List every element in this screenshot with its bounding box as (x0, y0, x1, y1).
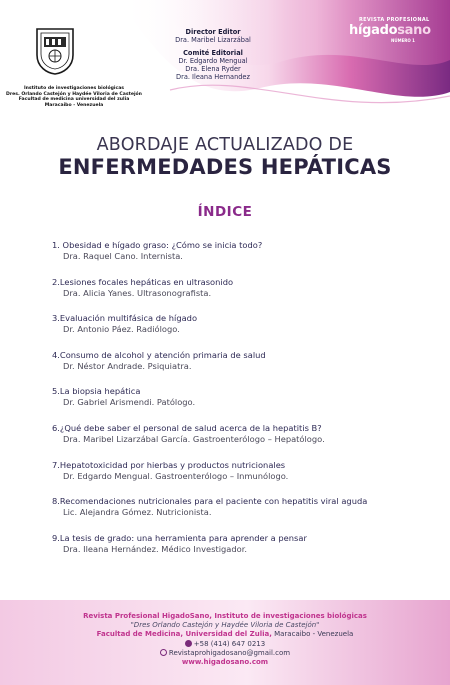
list-item (52, 533, 442, 570)
footer-dedication: "Dres Orlando Castejón y Haydée Viloria de Castejón" (130, 621, 320, 630)
list-item (52, 386, 442, 423)
director-name: Dra. Maribel Lizarzábal (175, 36, 251, 44)
institute-seal-logo (33, 27, 77, 75)
article-title: 2.Lesiones focales hepáticas en ultrasonido (52, 276, 234, 287)
institute-name: Instituto de investigaciones biológicas (23, 86, 125, 91)
footer-journal: Revista Profesional HigadoSano, Instituto de investigaciones biológicas (83, 612, 367, 620)
whatsapp-icon (185, 640, 192, 647)
list-item (52, 240, 442, 277)
article-author: Dr. Edgardo Mengual. Gastroenterólogo – Inmunólogo. (63, 470, 289, 481)
email-address: Revistaprohigadosano@gmail.com (168, 648, 291, 657)
article-author: Dr. Néstor Andrade. Psiquiatra. (63, 360, 192, 371)
article-title: 8.Recomendaciones nutricionales para el paciente con hepatitis viral aguda (52, 496, 368, 507)
article-author: Dra. Alicia Yanes. Ultrasonografista. (63, 287, 212, 298)
brand-name-b: sano (397, 23, 431, 38)
list-item (52, 350, 442, 387)
list-item (52, 496, 442, 533)
article-title: 7.Hepatotoxicidad por hierbas y productos nutricionales (52, 459, 286, 470)
list-item (52, 460, 442, 497)
footer-faculty-bold: Facultad de Medicina, Universidad del Zulia, (96, 630, 272, 639)
article-author: Dra. Maribel Lizarzábal García. Gastroenterólogo – Hepatólogo. (63, 433, 325, 444)
phone-number: +58 (414) 647 0213 (193, 639, 266, 648)
article-title: 9.La tesis de grado: una herramienta para aprender a pensar (52, 532, 307, 543)
list-item (52, 423, 442, 460)
institute-info (4, 86, 144, 108)
footer-website[interactable]: www.higadosano.com (181, 658, 269, 667)
brand-name (349, 24, 441, 37)
article-title: 6.¿Qué debe saber el personal de salud acerca de la hepatitis B? (52, 422, 322, 433)
committee-member: Dr. Edgardo Mengual (178, 57, 248, 65)
list-item (52, 277, 442, 314)
journal-brand-logo (349, 17, 441, 43)
footer (0, 612, 450, 667)
committee-member: Dra. Ileana Hernandez (176, 73, 250, 81)
article-author: Dr. Antonio Páez. Radiólogo. (63, 324, 180, 335)
article-author: Lic. Alejandra Gómez. Nutricionista. (63, 507, 212, 518)
article-author: Dr. Gabriel Arismendi. Patólogo. (63, 397, 196, 408)
article-author: Dra. Ileana Hernández. Médico Investigador. (63, 543, 247, 554)
institute-city: Maracaibo - Venezuela (44, 102, 104, 108)
article-title: 1. Obesidad e hígado graso: ¿Cómo se inicia todo? (52, 240, 263, 250)
email-icon (160, 649, 167, 656)
article-title: 4.Consumo de alcohol y atención primaria de salud (52, 349, 266, 360)
issue-number: NÚMERO 1 (391, 38, 415, 43)
committee-member: Dra. Elena Ryder (185, 65, 241, 73)
institute-faculty: Facultad de medicina universidad del zulia (18, 97, 130, 103)
footer-phone (0, 640, 450, 649)
title-line-1: ABORDAJE ACTUALIZADO DE (96, 135, 354, 155)
editorial-board (158, 28, 268, 81)
article-author: Dra. Raquel Cano. Internista. (63, 251, 183, 261)
list-item (52, 313, 442, 350)
article-title: 5.La biopsia hepática (52, 386, 141, 397)
committee-role: Comité Editorial (183, 49, 243, 57)
footer-faculty (0, 630, 450, 639)
title-line-2: ENFERMEDADES HEPÁTICAS (58, 155, 392, 179)
institute-dedication: Dres. Orlando Castejón y Haydée Viloria de Castejón (6, 91, 142, 97)
index-heading: ÍNDICE (197, 204, 253, 220)
footer-email (0, 649, 450, 658)
footer-city: Maracaibo - Venezuela (271, 630, 354, 639)
brand-tagline: REVISTA PROFESIONAL (359, 17, 430, 23)
article-title: 3.Evaluación multifásica de hígado (52, 313, 198, 324)
director-role: Director Editor (185, 28, 241, 36)
brand-name-a: hígado (349, 23, 398, 38)
table-of-contents (52, 240, 442, 569)
